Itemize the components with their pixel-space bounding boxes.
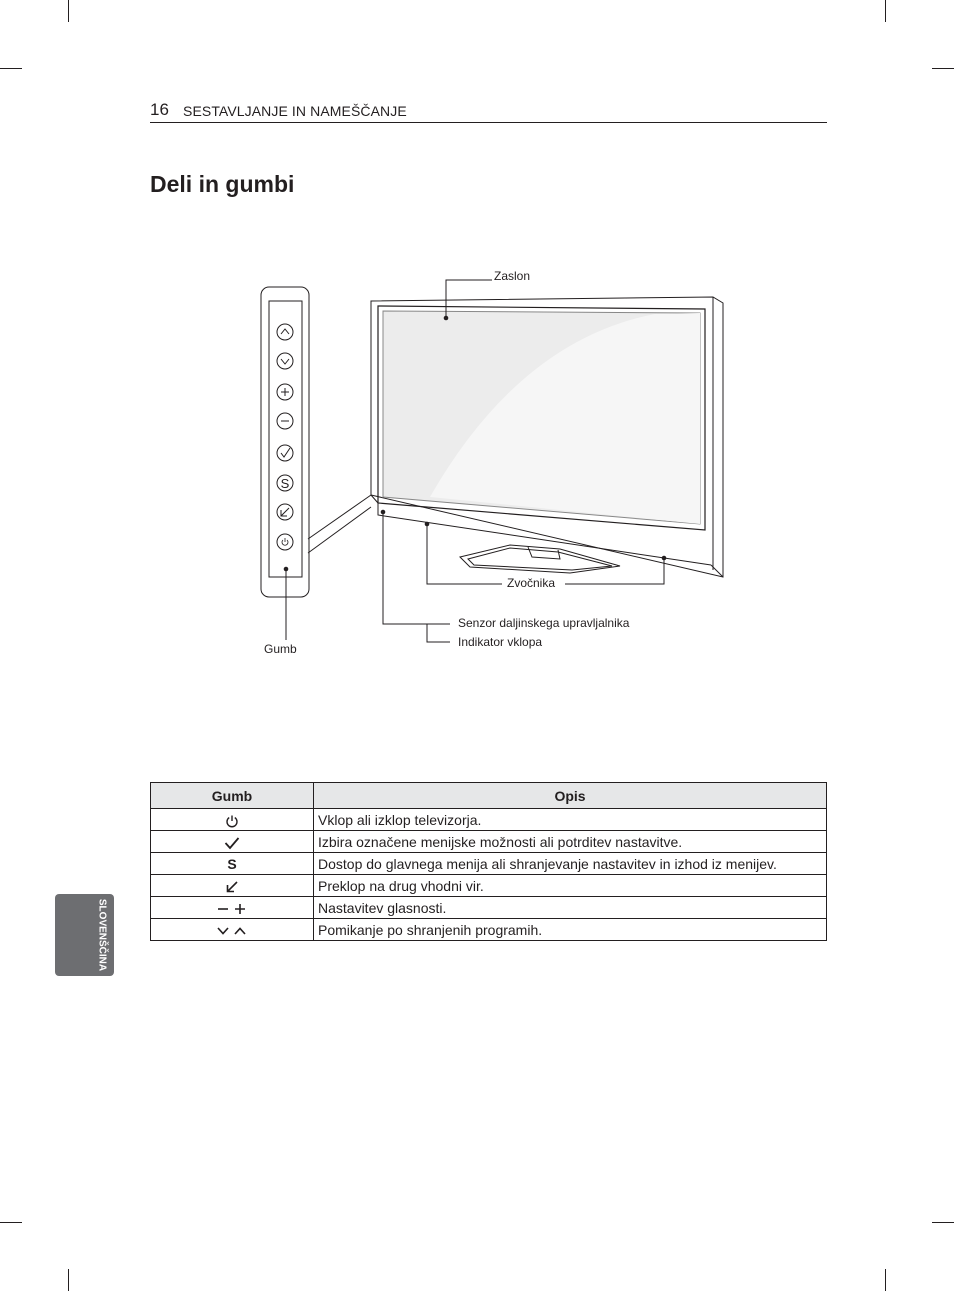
description-cell: Dostop do glavnega menija ali shranjevanje nastavitev in izhod iz menijev. — [314, 853, 827, 875]
button-symbol-cell — [151, 897, 314, 919]
label-remote-sensor: Senzor daljinskega upravljalnika — [458, 616, 630, 630]
language-tab-label: SLOVENŠČINA — [96, 898, 108, 972]
callout-speaker-left — [427, 524, 502, 584]
callout-power-indicator — [427, 624, 450, 642]
table-row — [151, 875, 827, 897]
channel-down-icon[interactable] — [277, 353, 293, 369]
crop-mark — [932, 1222, 954, 1223]
table-row — [151, 919, 827, 941]
volume-up-icon[interactable] — [277, 384, 293, 400]
callout-speaker-right — [565, 558, 664, 584]
crop-mark — [885, 1269, 886, 1291]
channel-up-icon[interactable] — [277, 324, 293, 340]
panel-connector — [308, 507, 371, 553]
input-icon[interactable] — [277, 504, 293, 520]
svg-text:S: S — [280, 476, 290, 491]
page-number: 16 — [150, 100, 169, 119]
table-row — [151, 853, 827, 875]
button-symbol-cell — [151, 853, 314, 875]
power-icon[interactable] — [277, 534, 293, 550]
table-row — [151, 809, 827, 831]
section-title: SESTAVLJANJE IN NAMEŠČANJE — [183, 103, 407, 119]
column-header-description: Opis — [314, 783, 827, 809]
button-description-table — [150, 782, 827, 941]
control-panel-inner — [269, 301, 302, 577]
table-header-row — [151, 783, 827, 809]
button-symbol-cell — [151, 875, 314, 897]
button-symbol-cell — [151, 809, 314, 831]
ok-check-icon — [224, 836, 240, 850]
description-cell: Vklop ali izklop televizorja. — [314, 809, 827, 831]
panel-connector — [308, 495, 371, 539]
table-row — [151, 831, 827, 853]
input-arrow-icon — [225, 880, 239, 894]
label-power-indicator: Indikator vklopa — [458, 635, 543, 649]
label-screen: Zaslon — [494, 269, 531, 283]
table-row — [151, 897, 827, 919]
description-cell: Izbira označene menijske možnosti ali potrditev nastavitve. — [314, 831, 827, 853]
power-icon — [225, 814, 239, 828]
button-symbol-cell — [151, 831, 314, 853]
label-button: Gumb — [264, 642, 297, 656]
page-title: Deli in gumbi — [150, 171, 295, 197]
settings-s-icon: S — [227, 855, 237, 872]
ok-icon[interactable] — [277, 445, 293, 461]
tv-stand-inner — [468, 548, 612, 570]
volume-minus-plus-icon — [217, 902, 247, 916]
settings-icon[interactable] — [277, 475, 293, 491]
description-cell: Nastavitev glasnosti. — [314, 897, 827, 919]
column-header-button: Gumb — [151, 783, 314, 809]
crop-mark — [0, 1222, 22, 1223]
callout-remote-sensor — [383, 512, 450, 624]
channel-down-up-icon — [217, 924, 247, 938]
volume-down-icon[interactable] — [277, 413, 293, 429]
crop-mark — [68, 1269, 69, 1291]
description-cell: Preklop na drug vhodni vir. — [314, 875, 827, 897]
label-speakers: Zvočnika — [507, 576, 556, 590]
button-symbol-cell — [151, 919, 314, 941]
description-cell: Pomikanje po shranjenih programih. — [314, 919, 827, 941]
